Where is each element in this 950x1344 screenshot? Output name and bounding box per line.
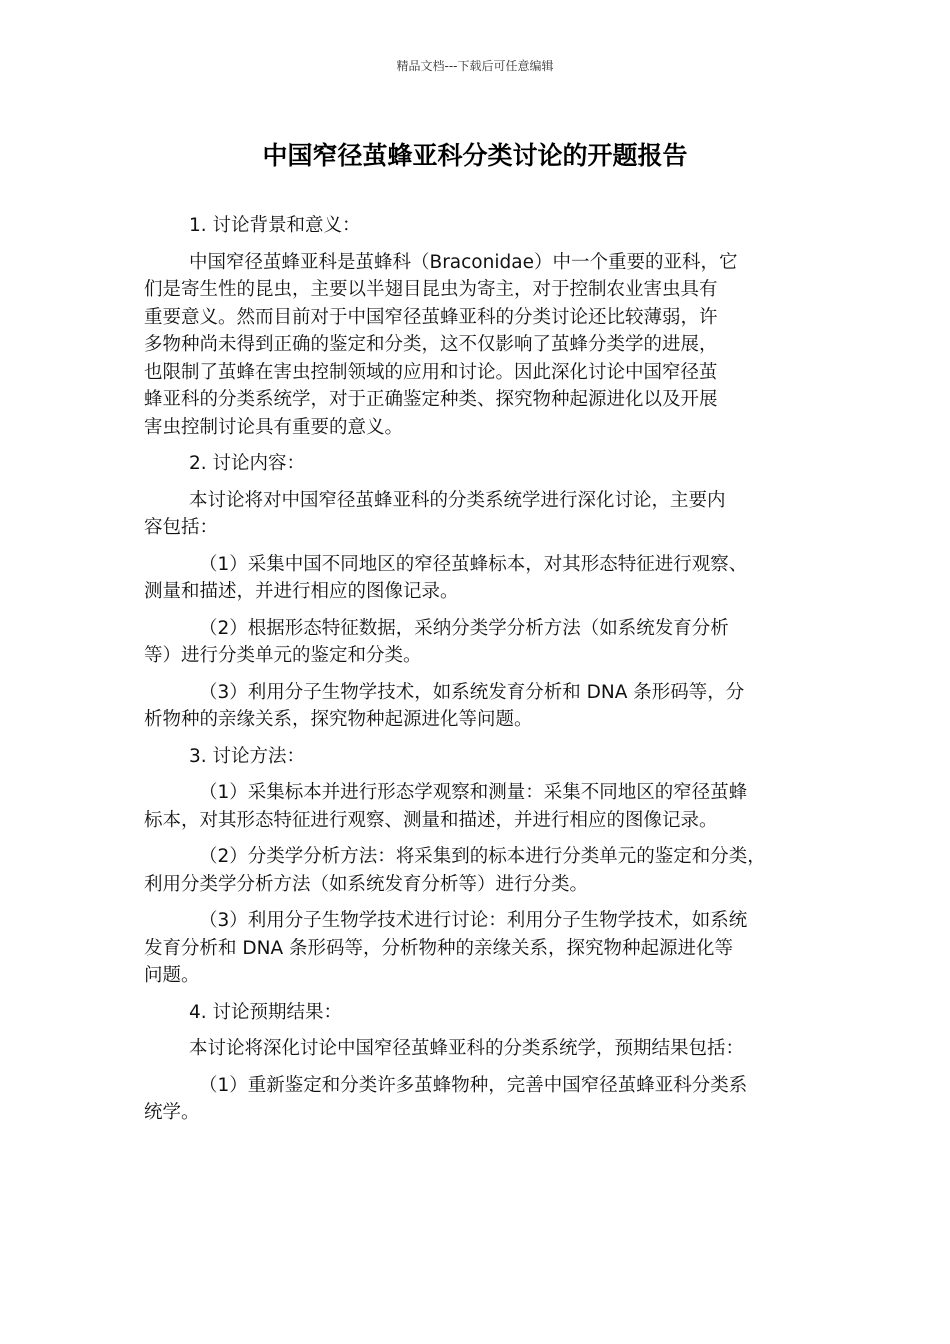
section-heading-background: 1. 讨论背景和意义：: [189, 215, 361, 236]
list-item-methods-3: （3）利用分子生物学技术进行讨论：利用分子生物学技术，如系统 发育分析和 DNA 条形码等，分析物种的亲缘关系，探究物种起源进化等 问题。: [144, 910, 748, 986]
section-heading-content: 2. 讨论内容：: [189, 453, 306, 474]
document-body: [144, 212, 812, 1136]
page-header: 精品文档---下载后可任意编辑: [396, 59, 554, 73]
paragraph-results-intro: 本讨论将深化讨论中国窄径茧蜂亚科的分类系统学，预期结果包括：: [189, 1038, 745, 1059]
list-item-methods-2: （2）分类学分析方法：将采集到的标本进行分类单元的鉴定和分类， 利用分类学分析方法（如系统发育分析等）进行分类。: [144, 846, 766, 895]
list-item-results-1: （1）重新鉴定和分类许多茧蜂物种，完善中国窄径茧蜂亚科分类系 统学。: [144, 1074, 748, 1123]
list-item-content-3: （3）利用分子生物学技术，如系统发育分析和 DNA 条形码等，分 析物种的亲缘关系，探究物种起源进化等问题。: [144, 681, 745, 730]
paragraph-background: 中国窄径茧蜂亚科是茧蜂科（Braconidae）中一个重要的亚科，它 们是寄生性的昆虫，主要以半翅目昆虫为寄主，对于控制农业害虫具有 重要意义。然而目前对于中国窄径茧蜂亚科的分类讨论还比较薄弱，许 多物种尚未得到正确的鉴定和分类，这不仅影响了茧蜂分类学的进展， 也限制了茧蜂在害虫控制领域的应用和讨论。因此深化讨论中国窄径茧 蜂亚科的分类系统学，对于正确鉴定种类、探究物种起源进化以及开展 害虫控制讨论具有重要的意义。: [144, 251, 738, 438]
paragraph-content-intro: 本讨论将对中国窄径茧蜂亚科的分类系统学进行深化讨论，主要内 容包括：: [144, 489, 726, 538]
section-heading-methods: 3. 讨论方法：: [189, 745, 306, 767]
section-heading-results: 4. 讨论预期结果：: [189, 1001, 343, 1023]
list-item-methods-1: （1）采集标本并进行形态学观察和测量：采集不同地区的窄径茧蜂 标本，对其形态特征进行观察、测量和描述，并进行相应的图像记录。: [144, 782, 748, 831]
document-title: 中国窄径茧蜂亚科分类讨论的开题报告: [262, 141, 688, 170]
list-item-content-2: （2）根据形态特征数据，采纳分类学分析方法（如系统发育分析 等）进行分类单元的鉴定和分类。: [144, 617, 729, 666]
list-item-content-1: （1）采集中国不同地区的窄径茧蜂标本，对其形态特征进行观察、 测量和描述，并进行相应的图像记录。: [144, 553, 748, 602]
